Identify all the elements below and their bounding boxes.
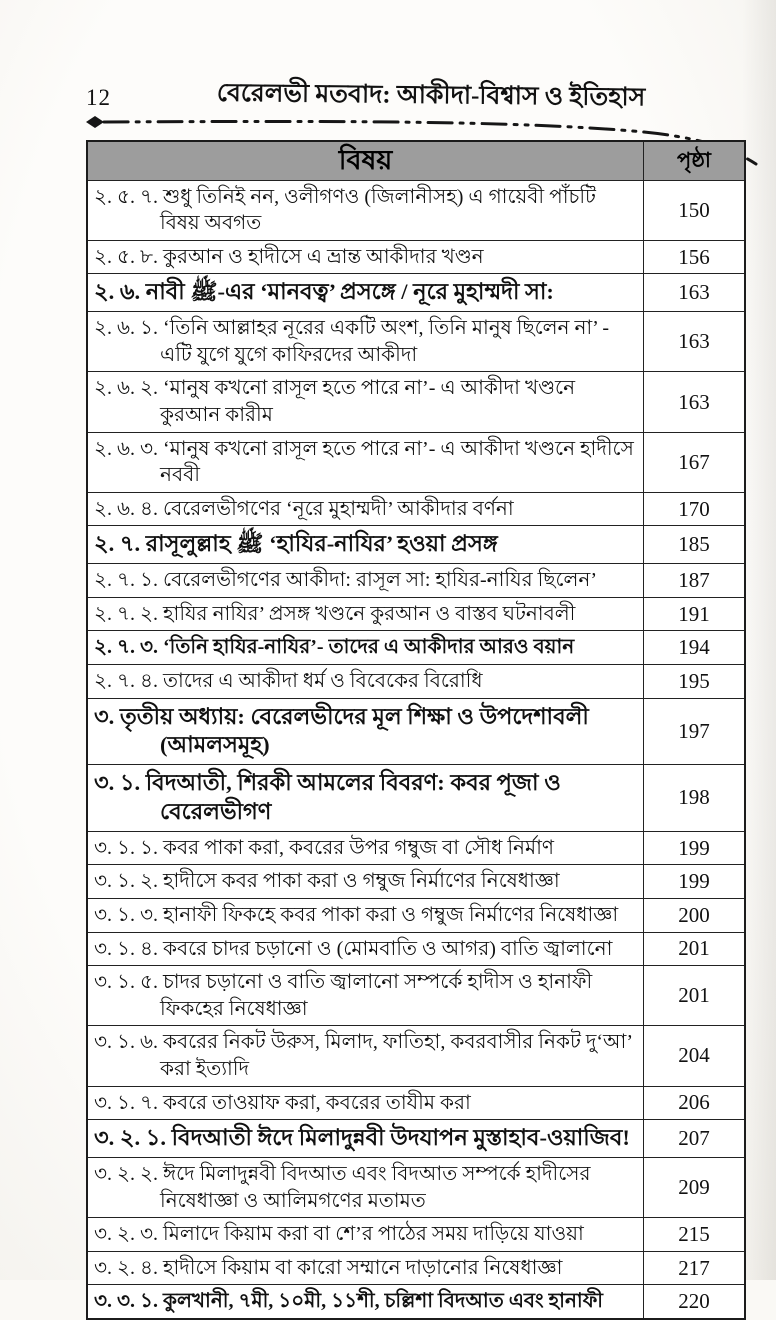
- table-row: [87, 665, 745, 699]
- diamond-ornament: [86, 116, 104, 128]
- toc-entry-page: 163: [644, 274, 746, 312]
- page-column-header: পৃষ্ঠা: [644, 141, 746, 180]
- toc-entry-title: ২. ৭. ১. বেরেলভীগণের আকীদা: রাসূল সা: হাযির-নাযির ছিলেন’: [87, 564, 644, 598]
- toc-entry-title: ৩. ১. ৫. চাদর চড়ানো ও বাতি জ্বালানো সম্পর্কে হাদীস ও হানাফী ফিকহের নিষেধাজ্ঞা: [87, 966, 644, 1026]
- table-row: [87, 966, 745, 1026]
- table-row: [87, 1086, 745, 1120]
- toc-entry-page: 201: [644, 966, 746, 1026]
- book-title: বেরেলভী মতবাদ: আকীদা-বিশ্বাস ও ইতিহাস: [216, 79, 646, 112]
- subject-column-header: বিষয়: [87, 141, 644, 180]
- toc-entry-title: ৩. ১. বিদআতী, শিরকী আমলের বিবরণ: কবর পূজা ও বেরেলভীগণ: [87, 765, 644, 832]
- toc-entry-page: 204: [644, 1026, 746, 1086]
- toc-entry-title: ২. ৬. ৩. ‘মানুষ কখনো রাসূল হতে পারে না’- এ আকীদা খণ্ডনে হাদীসে নববী: [87, 432, 644, 492]
- table-row: [87, 1285, 745, 1319]
- table-row: [87, 865, 745, 899]
- toc-entry-page: 198: [644, 765, 746, 832]
- toc-entry-page: 209: [644, 1157, 746, 1217]
- toc-entry-page: 220: [644, 1285, 746, 1319]
- toc-entry-page: 191: [644, 597, 746, 631]
- table-row: [87, 765, 745, 832]
- table-row: [87, 1218, 745, 1252]
- table-row: [87, 564, 745, 598]
- toc-entry-page: 150: [644, 180, 746, 240]
- toc-entry-page: 163: [644, 372, 746, 432]
- table-row: [87, 1026, 745, 1086]
- toc-entry-page: 185: [644, 526, 746, 564]
- toc-entry-title: ২. ৭. ৪. তাদের এ আকীদা ধর্ম ও বিবেকের বিরোধি: [87, 665, 644, 699]
- toc-entry-page: 207: [644, 1120, 746, 1158]
- table-row: [87, 698, 745, 765]
- table-row: [87, 312, 745, 372]
- toc-entry-title: ৩. ২. ১. বিদআতী ঈদে মিলাদুন্নবী উদযাপন মুস্তাহাব-ওয়াজিব!: [87, 1120, 644, 1158]
- toc-entry-page: 187: [644, 564, 746, 598]
- toc-entry-page: 215: [644, 1218, 746, 1252]
- table-row: [87, 898, 745, 932]
- toc-entry-page: 195: [644, 665, 746, 699]
- toc-entry-page: 156: [644, 240, 746, 274]
- toc-entry-title: ৩. ১. ৬. কবরের নিকট উরুস, মিলাদ, ফাতিহা, কবরবাসীর নিকট দু‘আ’ করা ইত্যাদি: [87, 1026, 644, 1086]
- table-row: [87, 1120, 745, 1158]
- toc-entry-title: ২. ৬. ২. ‘মানুষ কখনো রাসূল হতে পারে না’- এ আকীদা খণ্ডনে কুরআন কারীম: [87, 372, 644, 432]
- toc-entry-page: 170: [644, 492, 746, 526]
- toc-entry-page: 200: [644, 898, 746, 932]
- toc-header-row: [87, 141, 745, 180]
- toc-entry-title: ২. ৭. ২. হাযির নাযির’ প্রসঙ্গ খণ্ডনে কুরআন ও বাস্তব ঘটনাবলী: [87, 597, 644, 631]
- toc-entry-page: 201: [644, 932, 746, 966]
- toc-entry-title: ২. ৬. ১. ‘তিনি আল্লাহর নূরের একটি অংশ, তিনি মানুষ ছিলেন না’ - এটি যুগে যুগে কাফিরদের আকীদা: [87, 312, 644, 372]
- toc-entry-page: 194: [644, 631, 746, 665]
- toc-entry-title: ২. ৬. ৪. বেরেলভীগণের ‘নূরে মুহাম্মদী’ আকীদার বর্ণনা: [87, 492, 644, 526]
- table-row: [87, 526, 745, 564]
- table-row: [87, 274, 745, 312]
- table-row: [87, 180, 745, 240]
- table-row: [87, 631, 745, 665]
- toc-entry-title: ২. ৭. রাসূলুল্লাহ ﷺ ‘হাযির-নাযির’ হওয়া প্রসঙ্গ: [87, 526, 644, 564]
- toc-entry-title: ৩. ২. ৩. মিলাদে কিয়াম করা বা শে’র পাঠের সময় দাড়িয়ে যাওয়া: [87, 1218, 644, 1252]
- table-row: [87, 1157, 745, 1217]
- table-row: [87, 240, 745, 274]
- toc-entry-title: ৩. তৃতীয় অধ্যায়: বেরেলভীদের মূল শিক্ষা ও উপদেশাবলী (আমলসমূহ): [87, 698, 644, 765]
- toc-entry-page: 206: [644, 1086, 746, 1120]
- toc-entry-page: 199: [644, 865, 746, 899]
- toc-entry-title: ২. ৫. ৮. কুরআন ও হাদীসে এ ভ্রান্ত আকীদার খণ্ডন: [87, 240, 644, 274]
- toc-entry-title: ৩. ২. ৪. হাদীসে কিয়াম বা কারো সম্মানে দাড়ানোর নিষেধাজ্ঞা: [87, 1251, 644, 1285]
- toc-body: [87, 180, 745, 1319]
- table-row: [87, 492, 745, 526]
- toc-entry-title: ৩. ১. ২. হাদীসে কবর পাকা করা ও গম্বুজ নির্মাণের নিষেধাজ্ঞা: [87, 865, 644, 899]
- toc-entry-title: ৩. ৩. ১. কুলখানী, ৭মী, ১০মী, ১১শী, চল্লিশা বিদআত এবং হানাফী: [87, 1285, 644, 1319]
- toc-entry-title: ৩. ১. ৩. হানাফী ফিকহে কবর পাকা করা ও গম্বুজ নির্মাণের নিষেধাজ্ঞা: [87, 898, 644, 932]
- toc-table: [86, 140, 746, 1320]
- toc-entry-title: ২. ৬. নাবী ﷺ-এর ‘মানবত্ব’ প্রসঙ্গে / নূরে মুহাম্মদী সা:: [87, 274, 644, 312]
- table-row: [87, 432, 745, 492]
- toc-entry-title: ৩. ১. ১. কবর পাকা করা, কবরের উপর গম্বুজ বা সৌধ নির্মাণ: [87, 831, 644, 865]
- toc-entry-title: ৩. ১. ৭. কবরে তাওয়াফ করা, কবরের তাযীম করা: [87, 1086, 644, 1120]
- table-row: [87, 831, 745, 865]
- running-head: [86, 79, 746, 112]
- table-row: [87, 932, 745, 966]
- table-row: [87, 597, 745, 631]
- toc-entry-page: 163: [644, 312, 746, 372]
- table-of-contents: [86, 140, 746, 1320]
- page-edge-shading: [742, 0, 776, 1280]
- toc-entry-page: 199: [644, 831, 746, 865]
- toc-entry-title: ২. ৭. ৩. ‘তিনি হাযির-নাযির’- তাদের এ আকীদার আরও বয়ান: [87, 631, 644, 665]
- toc-entry-title: ৩. ২. ২. ঈদে মিলাদুন্নবী বিদআত এবং বিদআত সম্পর্কে হাদীসের নিষেধাজ্ঞা ও আলিমগণের মতামত: [87, 1157, 644, 1217]
- toc-entry-page: 217: [644, 1251, 746, 1285]
- folio-page-number: 12: [86, 85, 111, 110]
- toc-entry-title: ২. ৫. ৭. শুধু তিনিই নন, ওলীগণও (জিলানীসহ) এ গায়েবী পাঁচটি বিষয় অবগত: [87, 180, 644, 240]
- table-row: [87, 372, 745, 432]
- toc-entry-page: 167: [644, 432, 746, 492]
- toc-entry-page: 197: [644, 698, 746, 765]
- toc-entry-title: ৩. ১. ৪. কবরে চাদর চড়ানো ও (মোমবাতি ও আগর) বাতি জ্বালানো: [87, 932, 644, 966]
